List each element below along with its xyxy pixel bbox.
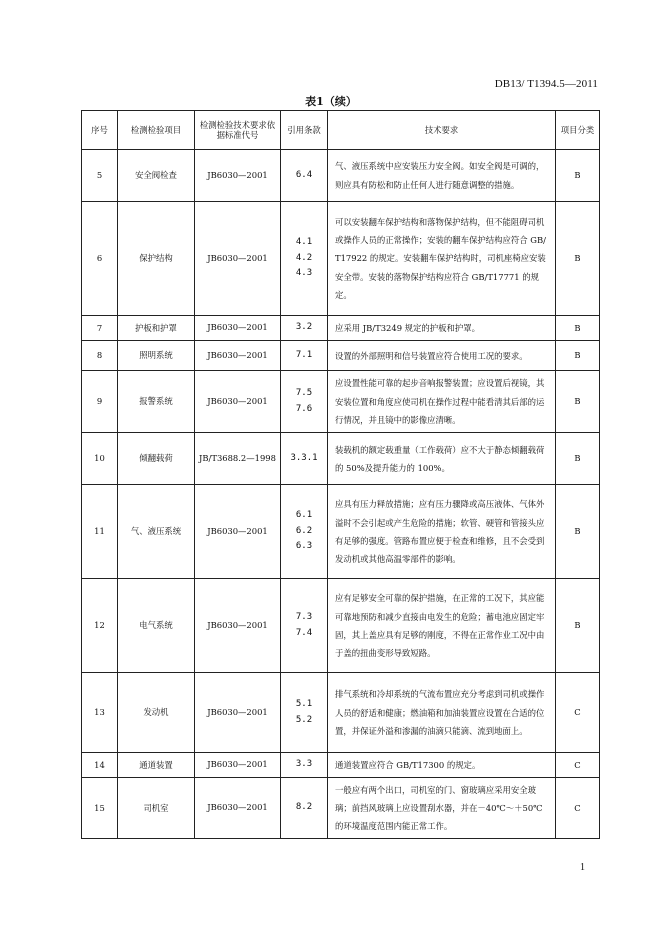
table-row — [82, 753, 600, 778]
cell-category: B — [556, 433, 600, 485]
table-row — [82, 316, 600, 341]
cell-requirement: 排气系统和冷却系统的气流布置应充分考虑到司机或操作人员的舒适和健康；燃油箱和加油装置应设置在合适的位置，并保证外溢和渗漏的油滴只能滴、流到地面上。 — [328, 673, 556, 753]
cell-standard: JB6030—2001 — [195, 673, 281, 753]
cell-category: B — [556, 150, 600, 202]
table-row — [82, 202, 600, 316]
cell-no: 9 — [82, 371, 118, 433]
col-header-requirement: 技术要求 — [328, 111, 556, 150]
cell-item: 电气系统 — [118, 579, 195, 673]
cell-clause: 6.4 — [281, 150, 328, 202]
cell-category: C — [556, 778, 600, 839]
cell-requirement: 设置的外部照明和信号装置应符合使用工况的要求。 — [328, 341, 556, 371]
cell-no: 7 — [82, 316, 118, 341]
cell-standard: JB6030—2001 — [195, 753, 281, 778]
table-row — [82, 579, 600, 673]
cell-item: 气、液压系统 — [118, 485, 195, 579]
cell-category: B — [556, 341, 600, 371]
cell-no: 13 — [82, 673, 118, 753]
cell-requirement: 可以安装翻车保护结构和落物保护结构，但不能阻碍司机或操作人员的正常操作；安装的翻车保护结构应符合 GB/T17922 的规定。安装翻车保护结构时，司机座椅应安装安全带。安装的落物保护结构应符合 GB/T17771 的规定。 — [328, 202, 556, 316]
table-row — [82, 433, 600, 485]
cell-category: B — [556, 579, 600, 673]
cell-requirement: 通道装置应符合 GB/T17300 的规定。 — [328, 753, 556, 778]
table-row — [82, 778, 600, 839]
table-row — [82, 150, 600, 202]
cell-no: 11 — [82, 485, 118, 579]
cell-requirement: 一般应有两个出口，司机室的门、窗玻璃应采用安全玻璃；前挡风玻璃上应设置刮水器，并在－40℃～＋50℃的环境温度范围内能正常工作。 — [328, 778, 556, 839]
cell-item: 照明系统 — [118, 341, 195, 371]
cell-clause: 5.1 5.2 — [281, 673, 328, 753]
cell-no: 8 — [82, 341, 118, 371]
cell-category: C — [556, 673, 600, 753]
inspection-table — [81, 110, 600, 839]
cell-clause: 7.3 7.4 — [281, 579, 328, 673]
cell-clause: 3.3.1 — [281, 433, 328, 485]
col-header-item: 检测检验项目 — [118, 111, 195, 150]
cell-standard: JB6030—2001 — [195, 778, 281, 839]
cell-standard: JB/T3688.2—1998 — [195, 433, 281, 485]
cell-no: 12 — [82, 579, 118, 673]
cell-requirement: 应具有压力释放措施；应有压力骤降或高压液体、气体外溢时不会引起或产生危险的措施；软管、硬管和管接头应有足够的强度。管路布置应便于检查和维修，且不会受到发动机或其他高温零部件的影响。 — [328, 485, 556, 579]
table-row — [82, 371, 600, 433]
cell-requirement: 应采用 JB/T3249 规定的护板和护罩。 — [328, 316, 556, 341]
cell-standard: JB6030—2001 — [195, 202, 281, 316]
cell-standard: JB6030—2001 — [195, 371, 281, 433]
cell-standard: JB6030—2001 — [195, 341, 281, 371]
cell-clause: 8.2 — [281, 778, 328, 839]
cell-no: 15 — [82, 778, 118, 839]
col-header-no: 序号 — [82, 111, 118, 150]
table-title: 表1（续） — [305, 95, 357, 108]
table-row — [82, 673, 600, 753]
cell-requirement: 装载机的额定载重量（工作载荷）应不大于静态倾翻载荷的 50%及提升能力的 100%。 — [328, 433, 556, 485]
cell-clause: 4.1 4.2 4.3 — [281, 202, 328, 316]
col-header-clause: 引用条款 — [281, 111, 328, 150]
cell-standard: JB6030—2001 — [195, 485, 281, 579]
cell-category: B — [556, 316, 600, 341]
cell-category: C — [556, 753, 600, 778]
cell-category: B — [556, 371, 600, 433]
cell-category: B — [556, 202, 600, 316]
cell-clause: 7.1 — [281, 341, 328, 371]
document-code: DB13/ T1394.5—2011 — [494, 78, 598, 90]
cell-item: 护板和护罩 — [118, 316, 195, 341]
cell-item: 报警系统 — [118, 371, 195, 433]
cell-standard: JB6030—2001 — [195, 316, 281, 341]
table-row — [82, 341, 600, 371]
cell-item: 倾翻载荷 — [118, 433, 195, 485]
cell-item: 发动机 — [118, 673, 195, 753]
cell-standard: JB6030—2001 — [195, 579, 281, 673]
cell-no: 14 — [82, 753, 118, 778]
cell-standard: JB6030—2001 — [195, 150, 281, 202]
col-header-category: 项目分类 — [556, 111, 600, 150]
cell-clause: 6.1 6.2 6.3 — [281, 485, 328, 579]
cell-item: 保护结构 — [118, 202, 195, 316]
col-header-standard: 检测检验技术要求依据标准代号 — [195, 111, 281, 150]
cell-clause: 3.3 — [281, 753, 328, 778]
cell-clause: 3.2 — [281, 316, 328, 341]
table-row — [82, 485, 600, 579]
cell-item: 司机室 — [118, 778, 195, 839]
cell-item: 安全阀检查 — [118, 150, 195, 202]
cell-requirement: 气、液压系统中应安装压力安全阀。如安全阀是可调的，则应具有防松和防止任何人进行随意调整的措施。 — [328, 150, 556, 202]
table-body — [82, 150, 600, 839]
cell-no: 5 — [82, 150, 118, 202]
table-header-row — [82, 111, 600, 150]
cell-requirement: 应设置性能可靠的起步音响报警装置；应设置后视镜，其安装位置和角度应使司机在操作过程中能看清其后部的运行情况，并且镜中的影像应清晰。 — [328, 371, 556, 433]
page-number: 1 — [580, 862, 585, 873]
cell-category: B — [556, 485, 600, 579]
cell-no: 6 — [82, 202, 118, 316]
cell-item: 通道装置 — [118, 753, 195, 778]
cell-no: 10 — [82, 433, 118, 485]
cell-clause: 7.5 7.6 — [281, 371, 328, 433]
cell-requirement: 应有足够安全可靠的保护措施，在正常的工况下，其应能可靠地预防和减少直接由电发生的危险；蓄电池应固定牢固，其上盖应具有足够的刚度，不得在正常作业工况中由于盖的扭曲变形导致短路。 — [328, 579, 556, 673]
